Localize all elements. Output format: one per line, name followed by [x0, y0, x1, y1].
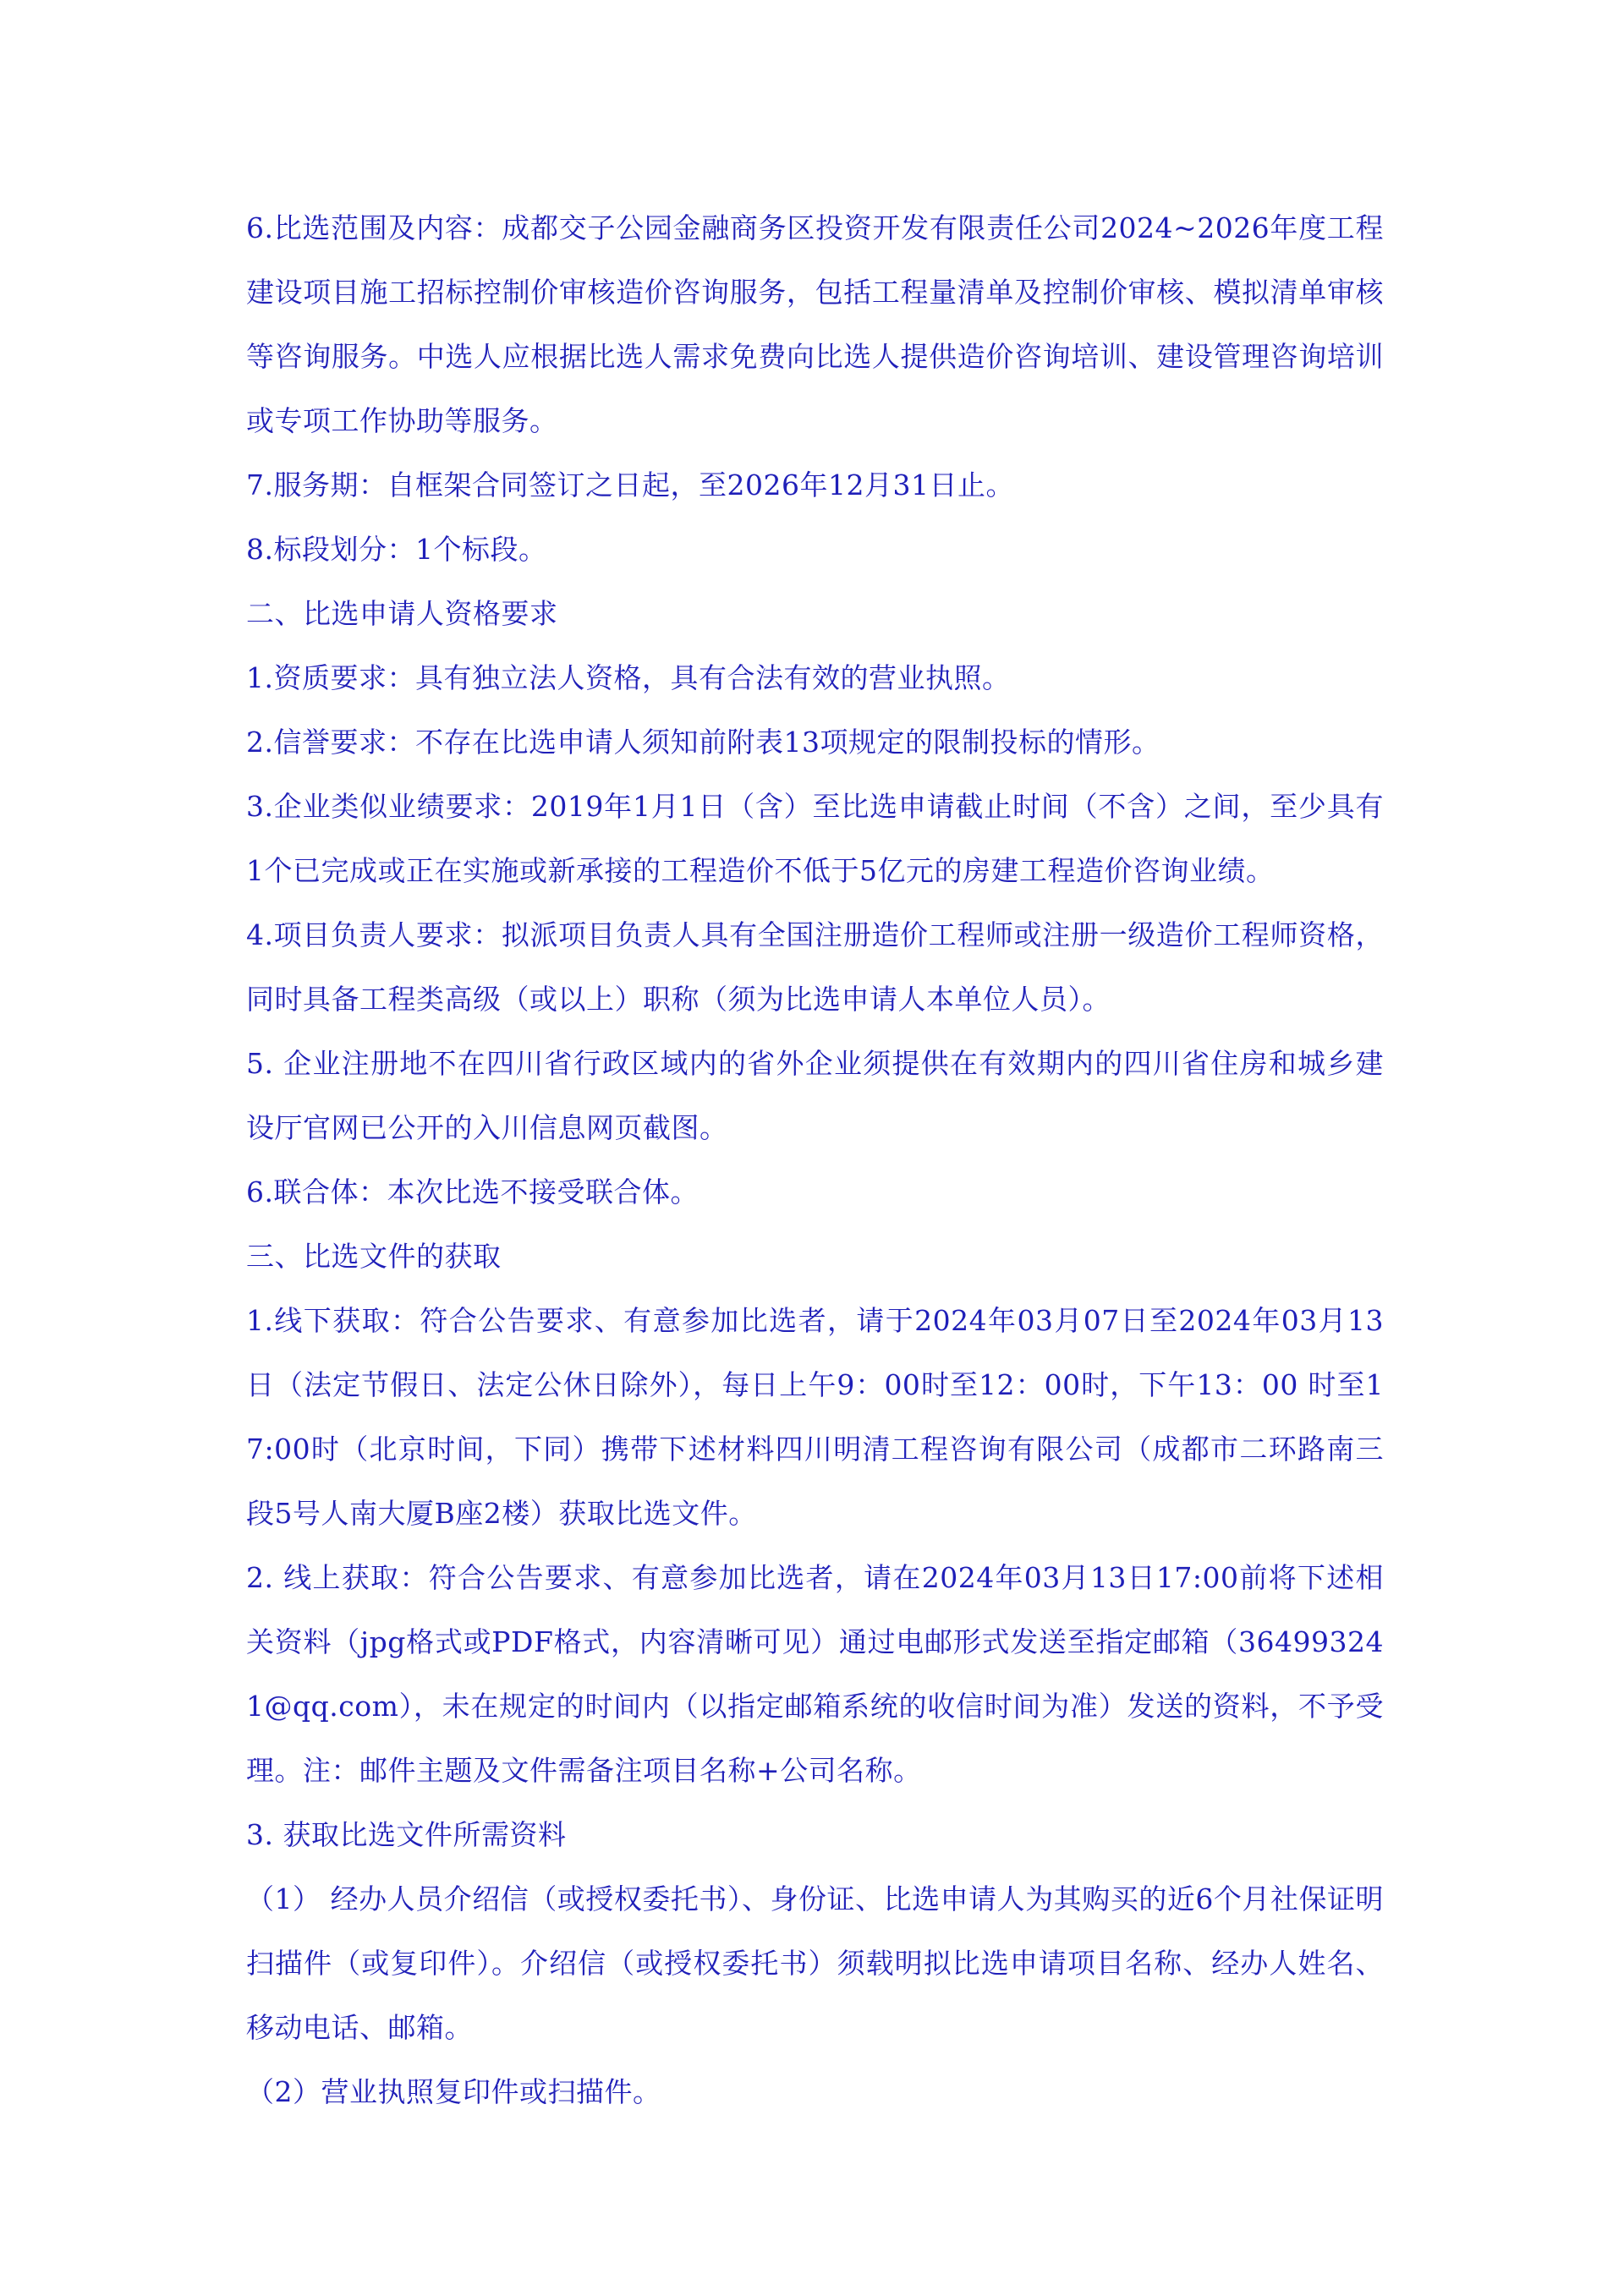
section-heading-qualification: 二、比选申请人资格要求: [246, 597, 558, 630]
paragraph-lot-division: 8.标段划分：1个标段。: [246, 533, 547, 566]
paragraph-offline-obtain: 1.线下获取：符合公告要求、有意参加比选者，请于2024年03月07日至2024年03月13日（法定节假日、法定公休日除外），每日上午9：00时至12：00时，下午13：00 时至17:00时（北京时间，下同）携带下述材料四川明清工程咨询有限公司（成都市二环路南三段5号人南大厦B座2楼）获取比选文件。: [246, 1304, 1384, 1530]
paragraph-material-1: （1） 经办人员介绍信（或授权委托书）、身份证、比选申请人为其购买的近6个月社保证明扫描件（或复印件）。介绍信（或授权委托书）须载明拟比选申请项目名称、经办人姓名、移动电话、邮箱。: [246, 1882, 1384, 2044]
paragraph-required-materials-heading: 3. 获取比选文件所需资料: [246, 1818, 567, 1851]
paragraph-credit: 2.信誉要求：不存在比选申请人须知前附表13项规定的限制投标的情形。: [246, 726, 1160, 759]
paragraph-online-obtain: 2. 线上获取：符合公告要求、有意参加比选者，请在2024年03月13日17:00前将下述相关资料（jpg格式或PDF格式，内容清晰可见）通过电邮形式发送至指定邮箱（364993241@qq.com），未在规定的时间内（以指定邮箱系统的收信时间为准）发送的资料，不予受理。注：邮件主题及文件需备注项目名称+公司名称。: [246, 1561, 1384, 1787]
paragraph-scope: 6.比选范围及内容：成都交子公园金融商务区投资开发有限责任公司2024~2026年度工程建设项目施工招标控制价审核造价咨询服务，包括工程量清单及控制价审核、模拟清单审核等咨询服务。中选人应根据比选人需求免费向比选人提供造价咨询培训、建设管理咨询培训或专项工作协助等服务。: [246, 211, 1384, 437]
paragraph-performance: 3.企业类似业绩要求：2019年1月1日（含）至比选申请截止时间（不含）之间，至少具有1个已完成或正在实施或新承接的工程造价不低于5亿元的房建工程造价咨询业绩。: [246, 790, 1384, 887]
paragraph-consortium: 6.联合体：本次比选不接受联合体。: [246, 1175, 699, 1208]
paragraph-out-of-province: 5. 企业注册地不在四川省行政区域内的省外企业须提供在有效期内的四川省住房和城乡建设厅官网已公开的入川信息网页截图。: [246, 1047, 1384, 1144]
paragraph-material-2: （2）营业执照复印件或扫描件。: [246, 2075, 661, 2108]
section-heading-obtain-documents: 三、比选文件的获取: [246, 1240, 502, 1273]
paragraph-service-period: 7.服务期：自框架合同签订之日起，至2026年12月31日止。: [246, 469, 1014, 501]
paragraph-qualification: 1.资质要求：具有独立法人资格，具有合法有效的营业执照。: [246, 661, 1011, 694]
paragraph-project-leader: 4.项目负责人要求：拟派项目负责人具有全国注册造价工程师或注册一级造价工程师资格，同时具备工程类高级（或以上）职称（须为比选申请人本单位人员）。: [246, 918, 1384, 1016]
